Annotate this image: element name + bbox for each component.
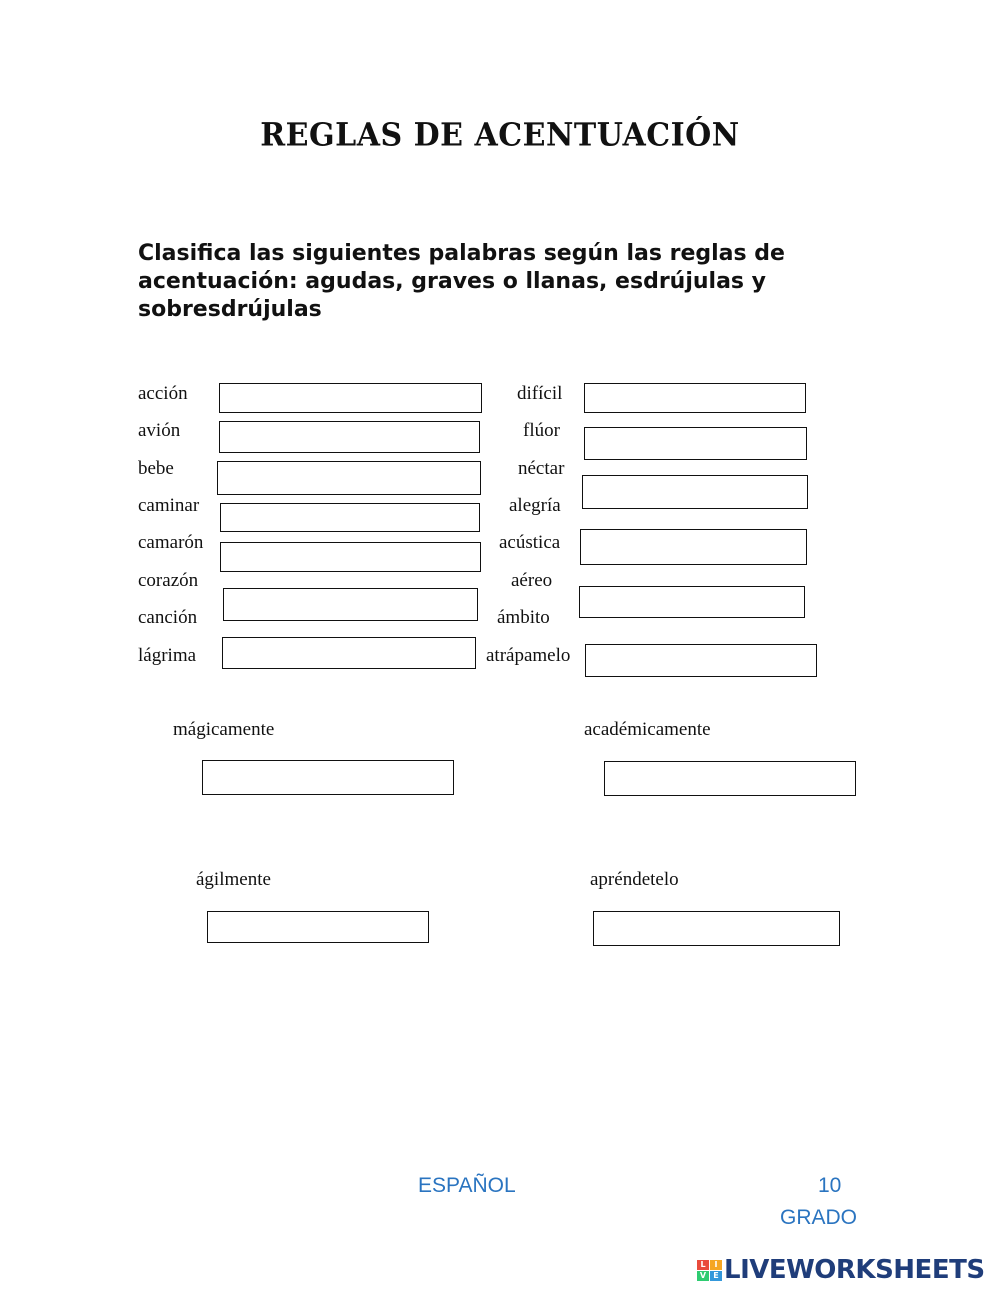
answer-box[interactable] xyxy=(584,383,806,413)
answer-box[interactable] xyxy=(223,588,478,621)
brand-name: LIVEWORKSHEETS xyxy=(724,1255,985,1285)
word-label: atrápamelo xyxy=(486,645,571,666)
word-label: mágicamente xyxy=(173,719,275,740)
answer-box[interactable] xyxy=(593,911,840,946)
word-label: ámbito xyxy=(497,607,550,628)
word-label: difícil xyxy=(517,383,563,404)
word-label: bebe xyxy=(138,458,174,479)
answer-box[interactable] xyxy=(582,475,808,509)
grade-label: GRADO xyxy=(780,1206,858,1229)
word-label: néctar xyxy=(518,458,565,479)
liveworksheets-logo[interactable] xyxy=(697,1253,985,1287)
answer-box[interactable] xyxy=(222,637,476,669)
answer-box[interactable] xyxy=(220,542,481,572)
word-label: acústica xyxy=(499,532,561,553)
answer-box[interactable] xyxy=(579,586,805,618)
instructions: Clasifica las siguientes palabras según las reglas de acentuación: agudas, graves o llanas, esdrújulas y sobresdrújulas xyxy=(138,241,785,322)
answer-box[interactable] xyxy=(217,461,481,495)
grade-number: 10 xyxy=(818,1174,842,1197)
word-label: acción xyxy=(138,383,188,404)
word-label: flúor xyxy=(523,420,560,441)
answer-box[interactable] xyxy=(604,761,856,796)
word-label: caminar xyxy=(138,495,200,516)
word-label: apréndetelo xyxy=(590,869,679,890)
answer-box[interactable] xyxy=(220,503,480,532)
word-label: aéreo xyxy=(511,570,553,591)
answer-box[interactable] xyxy=(585,644,817,677)
answer-box[interactable] xyxy=(584,427,807,460)
answer-box[interactable] xyxy=(219,421,480,453)
word-label: avión xyxy=(138,420,181,441)
word-label: camarón xyxy=(138,532,204,553)
word-label: canción xyxy=(138,607,198,628)
answer-box[interactable] xyxy=(207,911,429,943)
word-label: lágrima xyxy=(138,645,197,666)
subject-label: ESPAÑOL xyxy=(418,1174,516,1197)
answer-box[interactable] xyxy=(580,529,807,565)
answer-box[interactable] xyxy=(202,760,454,795)
word-label: ágilmente xyxy=(196,869,271,890)
word-label: alegría xyxy=(509,495,561,516)
answer-box[interactable] xyxy=(219,383,482,413)
word-label: académicamente xyxy=(584,719,711,740)
page-title: REGLAS DE ACENTUACIÓN xyxy=(260,117,740,154)
logo-icon: L I V E xyxy=(697,1260,722,1281)
word-label: corazón xyxy=(138,570,199,591)
